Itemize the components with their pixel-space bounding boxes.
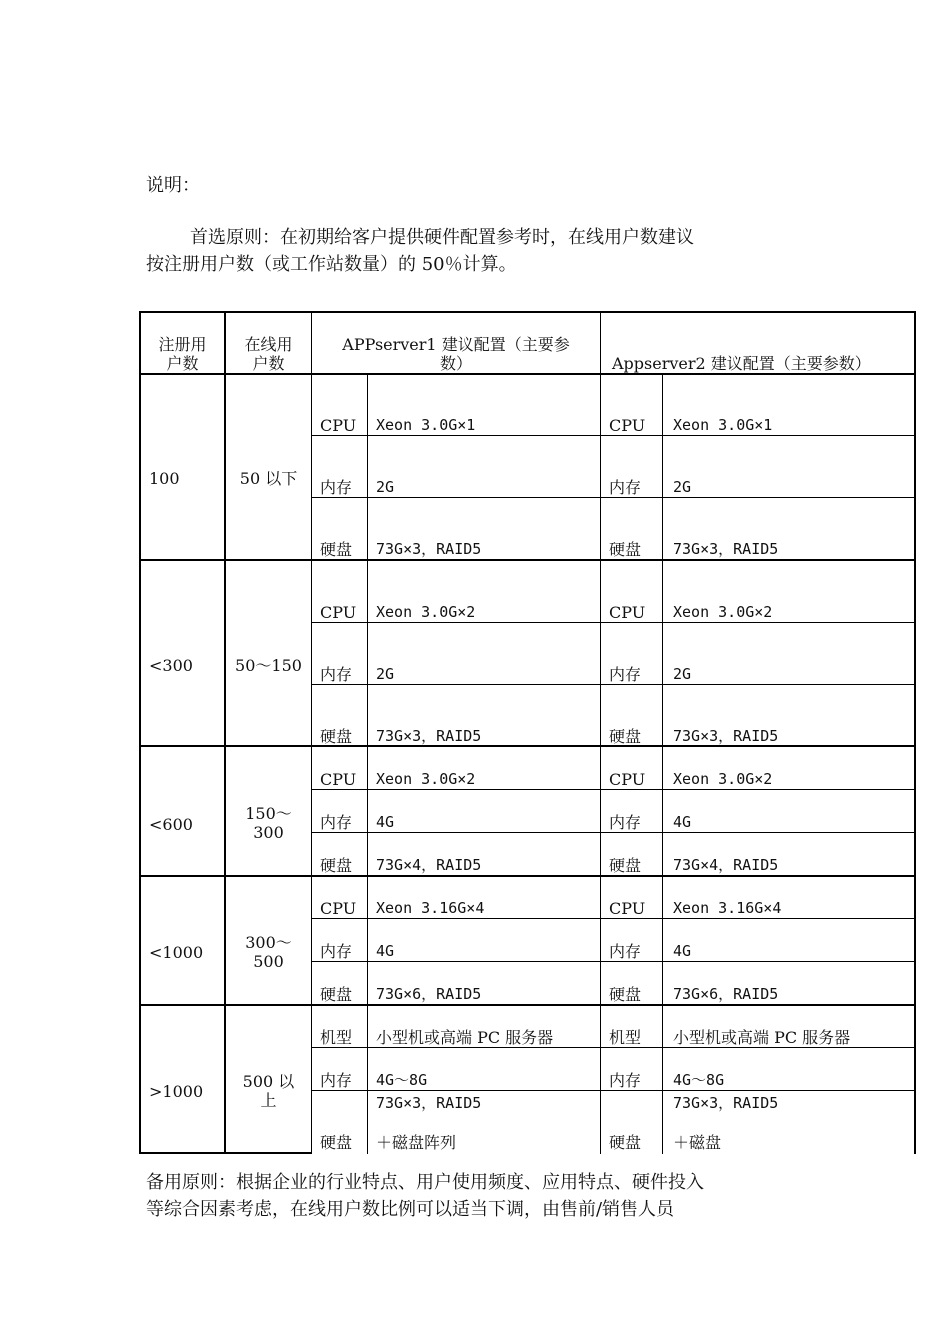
spec-value xyxy=(376,1093,481,1153)
col-divider-4 xyxy=(367,374,368,1154)
header-registered-users xyxy=(141,335,224,373)
row-divider xyxy=(311,497,916,498)
col-divider-1 xyxy=(224,311,226,1154)
header-text: 户数 xyxy=(166,354,199,373)
row-divider xyxy=(311,918,916,919)
group-divider xyxy=(139,875,916,877)
spec-value: 4G xyxy=(673,813,692,831)
spec-label: 硬盘 xyxy=(320,540,353,559)
spec-value: Xeon 3.0G×2 xyxy=(673,603,773,621)
spec-value: 73G×4，RAID5 xyxy=(376,856,482,874)
registered-users-value: 100 xyxy=(149,469,180,488)
spec-value: 73G×3，RAID5 xyxy=(376,540,482,558)
spec-value: Xeon 3.0G×2 xyxy=(376,603,476,621)
online-users-line: 500 以 xyxy=(242,1072,295,1091)
spec-label: 内存 xyxy=(609,665,642,684)
spec-value: 73G×3，RAID5 xyxy=(673,727,779,745)
registered-users-value: <1000 xyxy=(149,943,204,962)
spec-value: 73G×6，RAID5 xyxy=(376,985,482,1003)
spec-value: 73G×6，RAID5 xyxy=(673,985,779,1003)
spec-value: 4G xyxy=(376,813,395,831)
spec-value: 小型机或高端 PC 服务器 xyxy=(673,1028,851,1047)
table-border-right xyxy=(914,311,916,1154)
spec-label: CPU xyxy=(609,770,646,789)
row-divider xyxy=(311,1047,916,1048)
footer-line-1: 备用原则：根据企业的行业特点、用户使用频度、应用特点、硬件投入 xyxy=(146,1172,704,1193)
spec-label: 机型 xyxy=(320,1028,353,1047)
spec-value: 4G～8G xyxy=(376,1071,428,1089)
spec-value: 2G xyxy=(376,478,395,496)
spec-value-line: ＋磁盘阵列 xyxy=(376,1133,457,1152)
footer-line-2: 等综合因素考虑，在线用户数比例可以适当下调，由售前/销售人员 xyxy=(146,1199,675,1220)
spec-label: 硬盘 xyxy=(609,1133,642,1152)
spec-label: CPU xyxy=(320,416,357,435)
spec-label: 内存 xyxy=(609,942,642,961)
online-users-line: 300 xyxy=(253,823,284,842)
row-divider xyxy=(311,789,916,790)
online-users-value xyxy=(226,933,311,971)
spec-value: Xeon 3.16G×4 xyxy=(376,899,485,917)
table-border-top xyxy=(139,311,916,313)
spec-label: 内存 xyxy=(609,813,642,832)
online-users-line: 300～ xyxy=(245,933,292,952)
header-text: APPserver1 建议配置（主要参 xyxy=(342,335,570,354)
spec-value: Xeon 3.0G×1 xyxy=(673,416,773,434)
spec-label: 机型 xyxy=(609,1028,642,1047)
online-users-value xyxy=(226,804,311,842)
header-appserver2: Appserver2 建议配置（主要参数） xyxy=(612,354,871,373)
spec-label: 内存 xyxy=(609,1071,642,1090)
header-text: 注册用 xyxy=(158,335,207,354)
spec-value: 73G×4，RAID5 xyxy=(673,856,779,874)
spec-label: 硬盘 xyxy=(609,540,642,559)
spec-value: 2G xyxy=(376,665,395,683)
row-divider xyxy=(311,435,916,436)
spec-label: 硬盘 xyxy=(320,856,353,875)
spec-label: 内存 xyxy=(320,478,353,497)
intro-line-2: 按注册用户数（或工作站数量）的 50％计算。 xyxy=(146,254,517,275)
registered-users-value: <600 xyxy=(149,815,193,834)
spec-value: 4G xyxy=(376,942,395,960)
spec-label: CPU xyxy=(609,416,646,435)
group-divider xyxy=(139,559,916,561)
spec-label: CPU xyxy=(320,770,357,789)
row-divider xyxy=(311,961,916,962)
registered-users-value: >1000 xyxy=(149,1082,204,1101)
group-divider xyxy=(139,745,916,747)
section-heading: 说明： xyxy=(146,175,200,196)
spec-value: 4G～8G xyxy=(673,1071,725,1089)
spec-label: 硬盘 xyxy=(609,985,642,1004)
online-users-line: 500 xyxy=(253,952,284,971)
group-divider xyxy=(139,1004,916,1006)
spec-label: 内存 xyxy=(320,1071,353,1090)
spec-label: 硬盘 xyxy=(320,1133,353,1152)
alternate-principle-paragraph xyxy=(146,1169,826,1223)
row-divider xyxy=(311,622,916,623)
spec-label: 内存 xyxy=(320,942,353,961)
online-users-value xyxy=(226,1072,311,1110)
spec-label: 内存 xyxy=(320,813,353,832)
spec-value-line: 73G×3，RAID5 xyxy=(376,1094,482,1112)
intro-paragraph xyxy=(146,224,826,278)
spec-value: 73G×3，RAID5 xyxy=(673,540,779,558)
online-users-line: 150～ xyxy=(245,804,292,823)
spec-value: 2G xyxy=(673,478,692,496)
header-appserver1 xyxy=(312,335,600,373)
spec-value: Xeon 3.16G×4 xyxy=(673,899,782,917)
spec-label: CPU xyxy=(320,603,357,622)
online-users-value: 50 以下 xyxy=(239,469,298,488)
spec-label: CPU xyxy=(320,899,357,918)
spec-label: CPU xyxy=(609,899,646,918)
spec-label: CPU xyxy=(609,603,646,622)
spec-label: 硬盘 xyxy=(609,727,642,746)
header-text: 在线用 xyxy=(244,335,293,354)
header-text: 户数 xyxy=(252,354,285,373)
col-divider-2 xyxy=(311,311,312,1154)
registered-users-value: <300 xyxy=(149,656,193,675)
spec-label: 内存 xyxy=(320,665,353,684)
spec-label: 硬盘 xyxy=(609,856,642,875)
spec-value: 2G xyxy=(673,665,692,683)
header-online-users xyxy=(226,335,311,373)
row-divider xyxy=(311,684,916,685)
row-divider xyxy=(311,1090,916,1091)
spec-value-line: ＋磁盘 xyxy=(673,1133,722,1152)
col-divider-5 xyxy=(662,374,663,1154)
col-divider-3 xyxy=(600,311,601,1154)
header-divider xyxy=(139,373,916,375)
spec-value: Xeon 3.0G×2 xyxy=(376,770,476,788)
row-divider xyxy=(311,832,916,833)
spec-value: 小型机或高端 PC 服务器 xyxy=(376,1028,554,1047)
spec-value: 4G xyxy=(673,942,692,960)
spec-value: Xeon 3.0G×1 xyxy=(376,416,476,434)
spec-value: 73G×3，RAID5 xyxy=(376,727,482,745)
spec-value: Xeon 3.0G×2 xyxy=(673,770,773,788)
online-users-value: 50～150 xyxy=(235,656,302,675)
intro-line-1: 首选原则：在初期给客户提供硬件配置参考时，在线用户数建议 xyxy=(190,227,694,248)
spec-label: 内存 xyxy=(609,478,642,497)
online-users-line: 上 xyxy=(260,1091,277,1110)
spec-label: 硬盘 xyxy=(320,985,353,1004)
spec-value-line: 73G×3，RAID5 xyxy=(673,1094,779,1112)
spec-value xyxy=(673,1093,778,1153)
table-border-left xyxy=(139,311,141,1154)
spec-label: 硬盘 xyxy=(320,727,353,746)
header-text: 数） xyxy=(439,354,472,373)
